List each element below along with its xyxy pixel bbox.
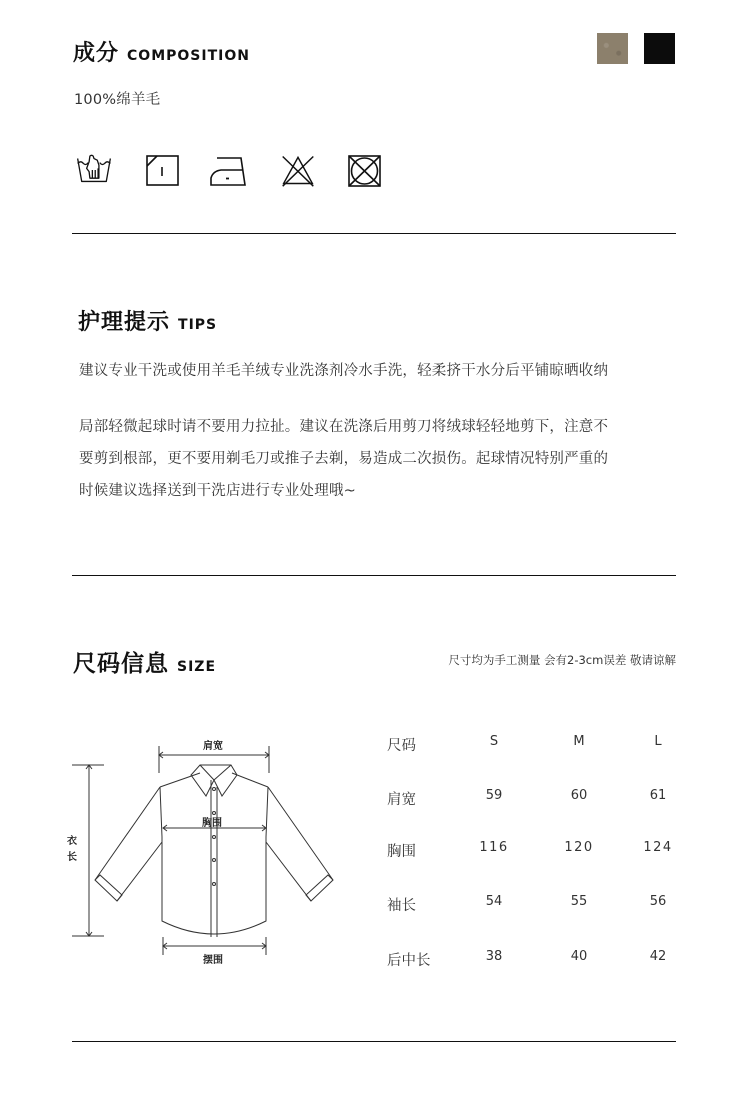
- tips-title-cn: 护理提示: [78, 310, 171, 335]
- row-label: 肩宽: [387, 792, 416, 808]
- tips-title-en: TIPS: [178, 317, 218, 333]
- size-title-en: SIZE: [177, 659, 217, 675]
- do-not-tumble-dry-icon: [347, 150, 383, 190]
- diagram-label-length: [67, 834, 77, 866]
- diagram-label-chest: 胸围: [202, 818, 222, 829]
- do-not-bleach-icon: [280, 150, 316, 190]
- row-cell: 55: [570, 894, 588, 909]
- color-swatch-black[interactable]: [644, 33, 675, 64]
- row-cell: 56: [649, 894, 667, 909]
- header-cell: L: [654, 734, 662, 749]
- row-cell: 120: [564, 840, 594, 855]
- divider: [72, 575, 676, 576]
- composition-title-en: COMPOSITION: [127, 48, 250, 64]
- hand-wash-icon: [76, 150, 112, 190]
- table-row: [386, 788, 686, 818]
- diagram-label-length-2: 长: [67, 852, 77, 863]
- header-cell: S: [489, 734, 499, 749]
- row-cell: 124: [643, 840, 673, 855]
- row-label: 袖长: [387, 898, 416, 914]
- table-row: [386, 840, 686, 870]
- divider: [72, 1041, 676, 1042]
- tips-heading: [78, 305, 217, 336]
- tumble-dry-low-icon: [145, 150, 181, 190]
- size-table-header: [386, 734, 686, 764]
- color-swatch-khaki[interactable]: [597, 33, 628, 64]
- diagram-label-shoulder: 肩宽: [203, 741, 223, 752]
- tips-paragraph-2-line: 时候建议选择送到干洗店进行专业处理哦~: [79, 483, 356, 499]
- diagram-label-length-1: 衣: [67, 836, 77, 847]
- tips-paragraph-2-line: 局部轻微起球时请不要用力拉扯。建议在洗涤后用剪刀将绒球轻轻地剪下，注意不: [79, 419, 609, 435]
- row-cell: 42: [649, 949, 667, 964]
- diagram-label-hem: 摆围: [203, 955, 223, 966]
- row-cell: 38: [485, 949, 503, 964]
- size-heading: [73, 645, 216, 678]
- row-cell: 60: [570, 788, 588, 803]
- tips-paragraph-2: [79, 411, 608, 507]
- row-label: 胸围: [387, 844, 416, 860]
- row-cell: 54: [485, 894, 503, 909]
- header-cell: 尺码: [387, 738, 416, 754]
- composition-title-cn: 成分: [73, 41, 120, 66]
- table-row: [386, 894, 686, 924]
- row-cell: 116: [479, 840, 509, 855]
- header-cell: M: [573, 734, 585, 749]
- row-cell: 40: [570, 949, 588, 964]
- material-text: 100%绵羊毛: [74, 92, 161, 108]
- iron-low-icon: [209, 150, 249, 190]
- row-cell: 59: [485, 788, 503, 803]
- table-row: [386, 949, 686, 979]
- size-measurement-note: 尺寸均为手工测量 会有2-3cm误差 敬请谅解: [448, 653, 676, 667]
- composition-heading: [73, 36, 250, 67]
- row-cell: 61: [649, 788, 667, 803]
- tips-paragraph-1: 建议专业干洗或使用羊毛羊绒专业洗涤剂冷水手洗，轻柔挤干水分后平铺晾晒收纳: [79, 363, 609, 379]
- divider: [72, 233, 676, 234]
- row-label: 后中长: [387, 953, 431, 969]
- size-title-cn: 尺码信息: [73, 651, 169, 677]
- tips-paragraph-2-line: 要剪到根部，更不要用剃毛刀或推子去剃，易造成二次损伤。起球情况特别严重的: [79, 451, 609, 467]
- shirt-size-diagram: [60, 725, 350, 975]
